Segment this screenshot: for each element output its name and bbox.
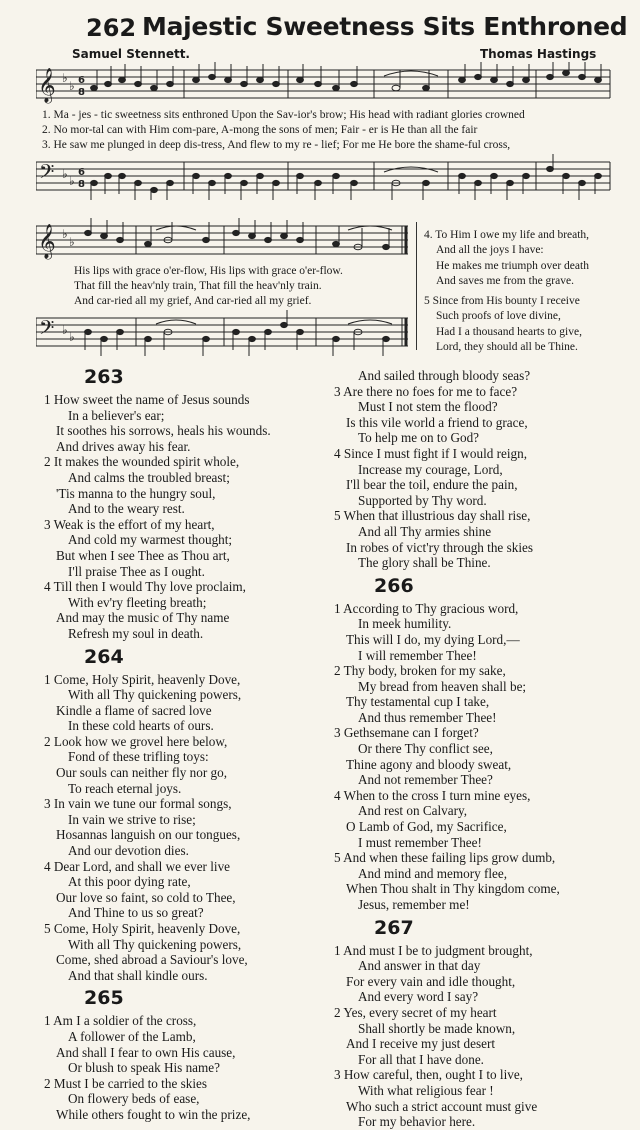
lyric-line-5: That fill the heav'nly train, That fill the heav'nly train. (74, 280, 322, 292)
hymn-title: Majestic Sweetness Sits Enthroned (142, 12, 628, 41)
verse-line: 2 Yes, every secret of my heart (334, 1004, 497, 1020)
verse-line: And our devotion dies. (68, 843, 189, 859)
svg-text:𝄞: 𝄞 (38, 224, 56, 259)
verse-line: A follower of the Lamb, (68, 1028, 196, 1044)
verse-line: Thy testamental cup I take, (346, 694, 490, 710)
verse (44, 1013, 324, 1075)
verse-line: 2 Look how we grovel here below, (44, 733, 228, 749)
verse-line: Our souls can neither fly nor go, (56, 765, 228, 781)
verse-line: 2 Thy body, broken for my sake, (334, 663, 506, 679)
verse-line: Come, shed abroad a Saviour's love, (56, 952, 248, 968)
verse-line: With all Thy quickening powers, (68, 936, 242, 952)
verse-line: And calms the troubled breast; (68, 469, 230, 485)
verse-line: 1 And must I be to judgment brought, (334, 942, 533, 958)
hymn-number: 263 (84, 366, 124, 388)
verse-line: And may the music of Thy name (56, 610, 230, 626)
verse-line: 4 When to the cross I turn mine eyes, (334, 787, 531, 803)
bass-staff-2 (36, 310, 410, 356)
svg-text:𝄢: 𝄢 (39, 316, 55, 344)
verse-line: With all Thy quickening powers, (68, 687, 242, 703)
verse-line: Is this vile world a friend to grace, (346, 414, 528, 430)
verse (44, 392, 324, 454)
svg-text:♭: ♭ (62, 227, 68, 241)
verse-line: And drives away his fear. (56, 438, 191, 454)
lyric-line-1: 1. Ma - jes - tic sweetness sits enthroned Upon the Sav-ior's brow; His head with radiant glories crowned (42, 109, 525, 121)
verse (334, 1067, 634, 1129)
verse-line: Shall shortly be made known, (358, 1020, 516, 1036)
verse-line: Thine agony and bloody sweat, (346, 756, 512, 772)
verse-line: Must I not stem the flood? (358, 399, 498, 415)
verse (44, 517, 324, 579)
svg-text:6: 6 (78, 167, 85, 178)
verse (334, 943, 634, 1005)
verse-line: And rest on Calvary, (358, 803, 468, 819)
treble-clef-icon: 𝄞 (38, 68, 56, 103)
verse-line: Or blush to speak His name? (68, 1060, 220, 1076)
bass-staff-1 (36, 154, 612, 200)
words-credit: Samuel Stennett. (72, 47, 190, 61)
bass-clef-icon: 𝄢 (39, 160, 55, 188)
verse-line: 5 Since from His bounty I receive (424, 295, 580, 307)
verse (44, 1076, 324, 1123)
verse-line: Increase my courage, Lord, (358, 461, 503, 477)
verse (334, 508, 634, 570)
verse-line: While others fought to win the prize, (56, 1106, 251, 1122)
verse (44, 796, 324, 858)
verse-line: 4. To Him I owe my life and breath, (424, 229, 590, 241)
verse-line: He makes me triumph over death (436, 259, 589, 272)
verse (334, 446, 634, 508)
verse-line: In robes of vict'ry through the skies (346, 539, 533, 555)
verse-line: At this poor dying rate, (68, 874, 191, 890)
treble-staff-2 (36, 218, 410, 264)
svg-text:♭: ♭ (69, 330, 75, 344)
verse (44, 734, 324, 796)
verse-line: And saves me from the grave. (436, 274, 574, 287)
svg-text:♭: ♭ (69, 79, 75, 93)
verse-line: In meek humility. (358, 616, 452, 632)
svg-text:♭: ♭ (69, 174, 75, 188)
verse-line: 5 When that illustrious day shall rise, (334, 508, 531, 524)
verse-line: 3 Weak is the effort of my heart, (44, 516, 215, 532)
verse-line: 1 How sweet the name of Jesus sounds (44, 392, 250, 407)
verse-line: Who such a strict account must give (346, 1098, 538, 1114)
verse-line: And mind and memory flee, (358, 865, 508, 881)
verse-line: And all Thy armies shine (358, 523, 492, 539)
verse-line: Hosannas languish on our tongues, (56, 827, 241, 843)
verse-line: 1 Come, Holy Spirit, heavenly Dove, (44, 671, 241, 687)
verse-line: And shall I fear to own His cause, (56, 1044, 236, 1060)
extra-verse-4 (424, 228, 589, 289)
verse-line: 2 It makes the wounded spirit whole, (44, 454, 240, 470)
verse-line: But when I see Thee as Thou art, (56, 547, 230, 563)
verse-line: In vain we strive to rise; (68, 811, 196, 827)
lyric-line-2: 2. No mor-tal can with Him com-pare, A-mong the sons of men; Fair - er is He than all the fair (42, 124, 478, 136)
verse-line: 1 Am I a soldier of the cross, (44, 1013, 197, 1029)
svg-text:♭: ♭ (62, 71, 68, 85)
verse-line: Refresh my soul in death. (68, 625, 204, 641)
verse (334, 1005, 634, 1067)
verse (334, 663, 634, 725)
verse-line: O Lamb of God, my Sacrifice, (346, 819, 507, 835)
verse-line: When Thou shalt in Thy kingdom come, (346, 881, 560, 897)
verse-line: And not remember Thee? (358, 772, 493, 788)
verse (334, 850, 634, 912)
verse-line: I will remember Thee! (358, 647, 477, 663)
hymn-number: 264 (84, 645, 124, 668)
svg-text:♭: ♭ (69, 235, 75, 249)
verse-line: 3 Are there no foes for me to face? (334, 383, 518, 399)
hymn-number: 267 (374, 916, 414, 939)
verse-line: 4 Till then I would Thy love proclaim, (44, 579, 246, 595)
lyric-line-3: 3. He saw me plunged in deep dis-tress, And flew to my re - lief; For me He bore the shame-ful cross, (42, 139, 511, 151)
verse-line: 5 And when these failing lips grow dumb, (334, 850, 556, 866)
verse-line: Such proofs of love divine, (436, 310, 561, 323)
verse-line: And every word I say? (358, 989, 479, 1005)
extra-verse-5 (424, 294, 582, 355)
verse-line: In a believer's ear; (68, 407, 165, 423)
verse (334, 384, 634, 446)
verse-line: 4 Dear Lord, and shall we ever live (44, 858, 231, 874)
lyric-line-6: And car-ried all my grief, And car-ried all my grief. (74, 295, 312, 307)
verse-line: Supported by Thy word. (358, 492, 487, 508)
verse-line: Fond of these trifling toys: (68, 749, 209, 765)
hymn-number: 262 (86, 14, 137, 42)
svg-text:8: 8 (78, 179, 85, 190)
verse (44, 921, 324, 983)
verse-line: And cold my warmest thought; (68, 532, 233, 548)
notes (91, 62, 602, 91)
verse-line: And thus remember Thee! (358, 709, 497, 725)
left-column (44, 362, 324, 1123)
verse-line: 3 In vain we tune our formal songs, (44, 796, 232, 812)
verse-line: 4 Since I must fight if I would reign, (334, 445, 528, 461)
verse-line: Jesus, remember me! (358, 897, 470, 912)
verse-line: My bread from heaven shall be; (358, 678, 527, 694)
verse-line: I must remember Thee! (358, 834, 482, 850)
verse-line: To help me on to God? (358, 430, 480, 446)
treble-staff-1 (36, 62, 612, 108)
verse-line: 'Tis manna to the hungry soul, (56, 485, 216, 501)
hymn-number: 266 (374, 574, 414, 597)
verse-line: And answer in that day (358, 958, 481, 974)
verse-line: 3 How careful, then, ought I to live, (334, 1067, 523, 1083)
verse-line: I'll praise Thee as I ought. (68, 563, 205, 579)
verse-line: For every vain and idle thought, (346, 973, 516, 989)
verse-line: 3 Gethsemane can I forget? (334, 725, 479, 741)
verse-line: And sailed through bloody seas? (358, 368, 531, 383)
svg-text:♭: ♭ (62, 167, 68, 181)
verse-line: On flowery beds of ease, (68, 1091, 200, 1107)
hymn-number: 265 (84, 987, 124, 1010)
verse (44, 454, 324, 516)
svg-text:♭: ♭ (62, 323, 68, 337)
verse (44, 579, 324, 641)
verse-line: Kindle a flame of sacred love (56, 702, 212, 718)
verse-line: And that shall kindle ours. (68, 967, 208, 983)
verse-line: The glory shall be Thine. (358, 555, 491, 571)
music-credit: Thomas Hastings (480, 47, 597, 61)
verse (334, 725, 634, 787)
verse-line: And all the joys I have: (436, 244, 544, 257)
verse-line: I'll bear the toil, endure the pain, (346, 477, 518, 493)
verse-line: It soothes his sorrows, heals his wounds. (56, 423, 271, 439)
lyric-line-4: His lips with grace o'er-flow, His lips with grace o'er-flow. (74, 265, 343, 277)
verse-line: This will I do, my dying Lord,— (346, 631, 520, 647)
verse-line: And to the weary rest. (68, 501, 185, 517)
verse-line: Or there Thy conflict see, (358, 741, 493, 757)
verse-line: Our love so faint, so cold to Thee, (56, 889, 236, 905)
verse-line: 1 According to Thy gracious word, (334, 600, 519, 616)
verse-line: In these cold hearts of ours. (68, 718, 214, 734)
verse-line: With what religious fear ! (358, 1082, 494, 1098)
verse-line: For all that I have done. (358, 1051, 484, 1067)
svg-text:6: 6 (78, 75, 85, 86)
verse (44, 859, 324, 921)
verse-line: Had I a thousand hearts to give, (436, 325, 582, 338)
verse-line: And I receive my just desert (346, 1036, 496, 1052)
verse-line: Lord, they should all be Thine. (436, 340, 578, 353)
verse-line: And Thine to us so great? (68, 905, 204, 921)
verse-line: 5 Come, Holy Spirit, heavenly Dove, (44, 921, 241, 936)
right-column (334, 368, 634, 1130)
verse (44, 672, 324, 734)
verse-line: With ev'ry fleeting breath; (68, 594, 207, 610)
verse-divider (416, 222, 417, 350)
verse-line: 2 Must I be carried to the skies (44, 1075, 207, 1091)
verse (334, 601, 634, 663)
svg-text:8: 8 (78, 87, 85, 98)
verse-line: For my behavior here. (358, 1114, 476, 1130)
verse-line: To reach eternal joys. (68, 780, 182, 796)
verse (334, 788, 634, 850)
